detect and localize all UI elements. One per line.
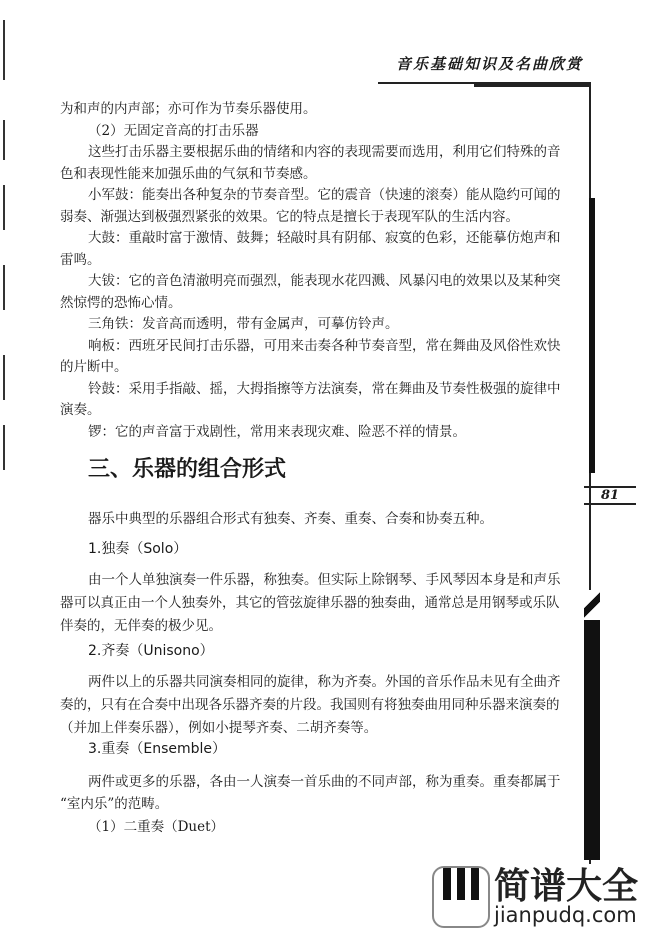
scan-edge-mark: [3, 120, 5, 160]
ensemble-title: 3.重奏（Ensemble）: [88, 741, 227, 757]
running-header: 音乐基础知识及名曲欣赏: [395, 55, 583, 73]
paragraph-line: 三角铁：发音高而透明，带有金属声，可摹仿铃声。: [88, 316, 399, 332]
solo-line: 器可以真正由一个人独奏外，其它的管弦旋律乐器的独奏曲，通常总是用钢琴或乐队: [60, 595, 560, 611]
unison-line: （并加上伴奏乐器），例如小提琴齐奏、二胡齐奏等。: [60, 720, 378, 736]
paragraph-line: 的片断中。: [60, 359, 128, 375]
intro-text: 器乐中典型的乐器组合形式有独奏、齐奏、重奏、合奏和协奏五种。: [88, 511, 493, 527]
solo-title: 1.独奏（Solo）: [88, 541, 188, 557]
paragraph-line: （2）无固定音高的打击乐器: [88, 122, 259, 139]
paragraph-line: 弱奏、渐强达到极强烈紧张的效果。它的特点是擅长于表现军队的生活内容。: [60, 208, 519, 225]
scan-edge-mark: [3, 265, 5, 310]
header-rule-thick: [474, 84, 591, 87]
margin-decoration: [584, 590, 600, 620]
duet-subtitle: （1）二重奏（Duet）: [88, 819, 225, 835]
paragraph-line: 铃鼓：采用手指敲、摇，大拇指擦等方法演奏，常在舞曲及节奏性极强的旋律中: [88, 380, 561, 397]
solo-line: 伴奏的，无伴奏的极少见。: [60, 618, 222, 634]
section-heading: 三、乐器的组合形式: [88, 457, 287, 482]
paragraph-line: 为和声的内声部；亦可作为节奏乐器使用。: [60, 101, 317, 117]
paragraph-line: 大鼓：重敲时富于激情、鼓舞；轻敲时具有阴郁、寂寞的色彩，还能摹仿炮声和: [88, 230, 561, 246]
ensemble-line: “室内乐”的范畴。: [60, 796, 169, 812]
paragraph-line: 锣：它的声音富于戏剧性，常用来表现灾难、险恶不祥的情景。: [88, 423, 466, 440]
watermark-logo: [432, 866, 638, 928]
paragraph-line: 响板：西班牙民间打击乐器，可用来击奏各种节奏音型，常在舞曲及风俗性欢快: [88, 337, 561, 354]
paragraph-line: 雷鸣。: [60, 251, 101, 268]
unison-title: 2.齐奏（Unisono）: [88, 643, 214, 659]
margin-band: [584, 620, 600, 860]
paragraph-line: 大钹：它的音色清澈明亮而强烈，能表现水花四溅、风暴闪电的效果以及某种突: [88, 273, 561, 289]
unison-line: 奏的，只有在合奏中出现各乐器齐奏的片段。我国则有将独奏曲用同种乐器来演奏的: [60, 697, 560, 713]
paragraph-line: 然惊愕的恐怖心情。: [60, 294, 182, 311]
margin-bar: [589, 198, 595, 473]
ensemble-line: 两件或更多的乐器，各由一人演奏一首乐曲的不同声部，称为重奏。重奏都属于: [88, 774, 561, 790]
piano-keys-icon: [432, 866, 490, 928]
solo-line: 由一个人单独演奏一件乐器，称独奏。但实际上除钢琴、手风琴因本身是和声乐: [88, 572, 561, 588]
paragraph-line: 小军鼓：能奏出各种复杂的节奏音型。它的震音（快速的滚奏）能从隐约可闻的: [88, 187, 561, 203]
watermark-url: jianpudq.com: [494, 902, 637, 927]
paragraph-line: 这些打击乐器主要根据乐曲的情绪和内容的表现需要而选用，利用它们特殊的音: [88, 144, 561, 160]
paragraph-line: 色和表现性能来加强乐曲的气氛和节奏感。: [60, 165, 317, 182]
paragraph-line: 演奏。: [60, 402, 101, 418]
scan-edge-mark: [3, 425, 5, 470]
page-number: 81: [584, 486, 636, 505]
scan-edge-mark: [3, 20, 5, 80]
watermark-name: 简谱大全: [494, 865, 639, 907]
scan-edge-mark: [3, 355, 5, 400]
scan-edge-mark: [3, 185, 5, 230]
unison-line: 两件以上的乐器共同演奏相同的旋律，称为齐奏。外国的音乐作品未见有全曲齐: [88, 674, 561, 690]
